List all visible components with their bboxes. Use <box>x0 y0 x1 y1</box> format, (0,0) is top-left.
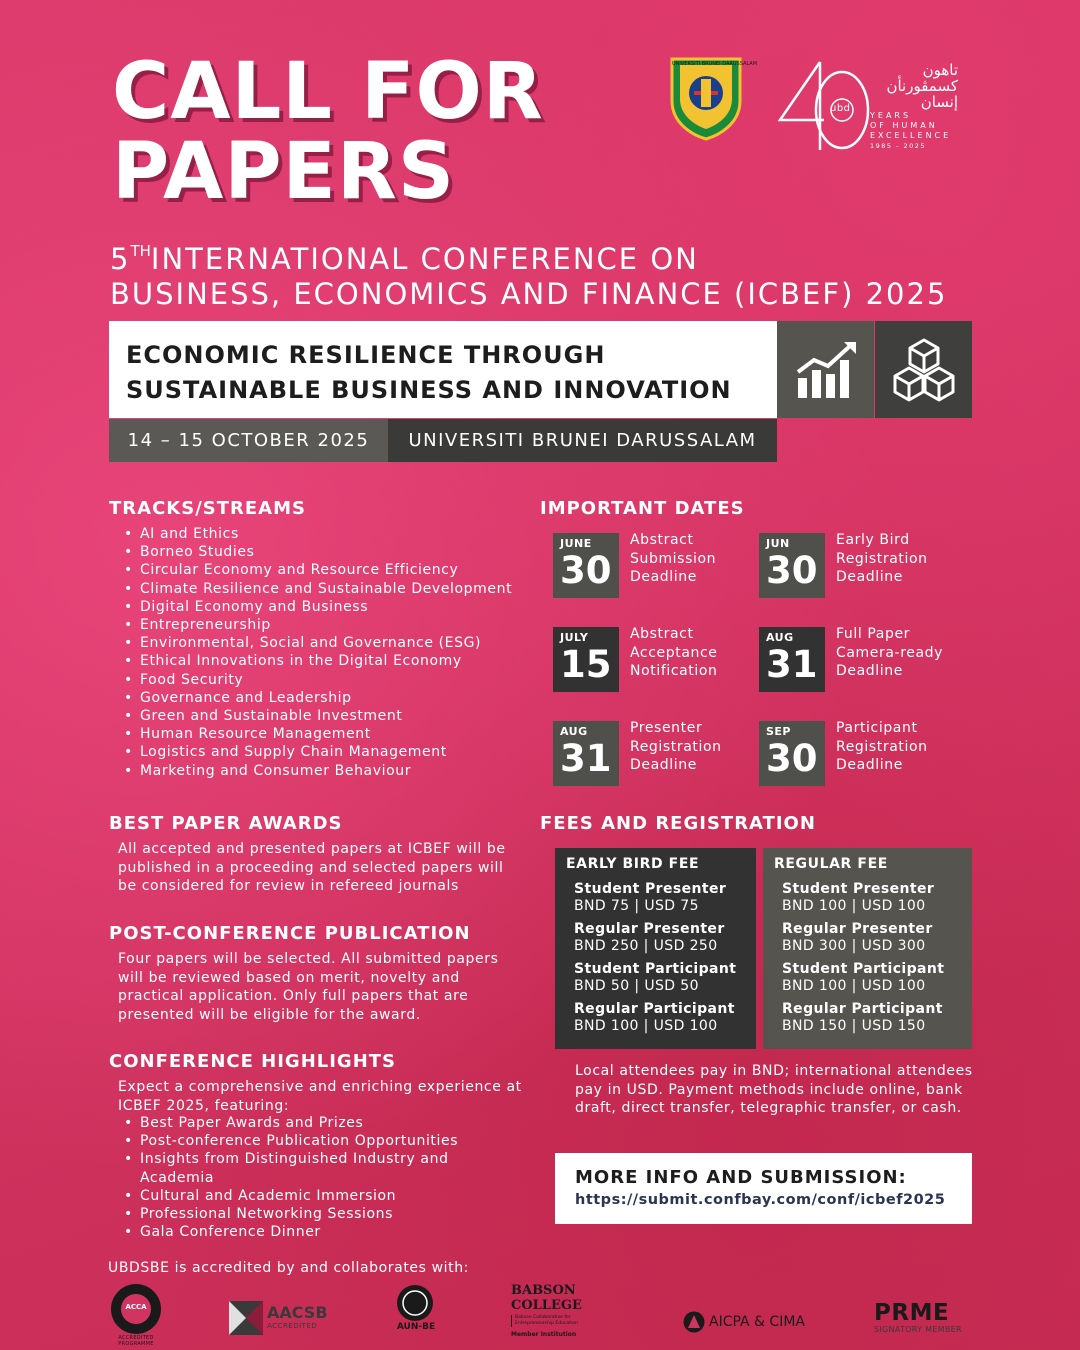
list-item: • Circular Economy and Resource Efficiency <box>117 561 517 579</box>
fee-card-title: EARLY BIRD FEE <box>566 856 700 872</box>
list-item: • Environmental, Social and Governance (ESG) <box>117 634 517 652</box>
ubd-crest-logo <box>668 55 758 141</box>
date-calendar: AUG 31 <box>759 627 825 692</box>
list-item: • Food Security <box>117 671 517 689</box>
date-item <box>759 720 928 786</box>
date-item <box>553 720 722 786</box>
growth-chart-icon <box>794 338 858 402</box>
date-calendar: JUN 30 <box>759 533 825 598</box>
submission-box <box>555 1153 972 1224</box>
aun-be-emblem-icon <box>395 1283 435 1323</box>
highlights-list <box>117 1114 527 1241</box>
years-text: YEARS OF HUMAN EXCELLENCE 1985 - 2025 <box>870 111 952 150</box>
growth-chart-tile <box>777 321 874 418</box>
cubes-icon <box>889 336 959 404</box>
date-calendar: JUNE 30 <box>553 533 619 598</box>
arabic-tagline: تاهون كسمڤورنأن إنسان <box>886 61 958 111</box>
list-item: • Human Resource Management <box>117 725 517 743</box>
page-title <box>112 47 544 217</box>
list-item: • AI and Ethics <box>117 525 517 543</box>
blocks-tile <box>875 321 972 418</box>
submission-heading: MORE INFO AND SUBMISSION: <box>575 1167 907 1188</box>
date-calendar: SEP 30 <box>759 721 825 786</box>
list-item: • Ethical Innovations in the Digital Economy <box>117 652 517 670</box>
conf-line-1: INTERNATIONAL CONFERENCE ON <box>150 242 699 276</box>
list-item: • Marketing and Consumer Behaviour <box>117 762 517 780</box>
fee-row: Student Presenter BND 100 | USD 100 <box>782 881 935 914</box>
title-line-2: PAPERS <box>112 127 456 217</box>
date-label: Abstract Submission Deadline <box>630 532 717 585</box>
list-item: • Logistics and Supply Chain Management <box>117 743 517 761</box>
highlights-intro: Expect a comprehensive and enriching experience at ICBEF 2025, featuring: <box>118 1079 522 1114</box>
acca-ring-text: ACCREDITED PROGRAMME <box>118 1335 154 1347</box>
date-label: Presenter Registration Deadline <box>630 720 722 773</box>
list-item: • Digital Economy and Business <box>117 598 517 616</box>
date-item <box>553 532 717 598</box>
regular-fee-card <box>763 848 972 1049</box>
list-item: • Borneo Studies <box>117 543 517 561</box>
list-item: • Cultural and Academic Immersion <box>117 1187 527 1205</box>
event-venue: UNIVERSITI BRUNEI DARUSSALAM <box>388 419 777 462</box>
early-bird-fee-card <box>555 848 756 1049</box>
fee-row: Student Participant BND 50 | USD 50 <box>574 961 737 994</box>
date-item <box>759 532 928 598</box>
fee-row: Student Presenter BND 75 | USD 75 <box>574 881 727 914</box>
list-item: • Professional Networking Sessions <box>117 1205 527 1223</box>
submission-link[interactable]: https://submit.confbay.com/conf/icbef2025 <box>575 1192 946 1208</box>
aun-be-logo: AUN-BE <box>395 1283 437 1335</box>
list-item: • Governance and Leadership <box>117 689 517 707</box>
forty-years-mark-icon <box>776 58 876 154</box>
date-calendar: JULY 15 <box>553 627 619 692</box>
publication-text: Four papers will be selected. All submitted papers will be reviewed based on merit, novelty and practical application. Only full papers that are presented will be eligible for the award. <box>118 951 499 1023</box>
payment-note: Local attendees pay in BND; international attendees pay in USD. Payment methods include online, bank draft, direct transfer, telegraphic transfer, or cash. <box>575 1063 973 1116</box>
highlights-heading: CONFERENCE HIGHLIGHTS <box>109 1051 397 1072</box>
list-item: • Climate Resilience and Sustainable Development <box>117 580 517 598</box>
list-item: • Insights from Distinguished Industry and Academia <box>117 1150 527 1186</box>
dates-heading: IMPORTANT DATES <box>540 498 745 519</box>
conference-name <box>110 234 947 312</box>
event-date: 14 – 15 OCTOBER 2025 <box>109 419 388 462</box>
fee-row: Regular Participant BND 150 | USD 150 <box>782 1001 943 1034</box>
date-label: Early Bird Registration Deadline <box>836 532 928 585</box>
fee-row: Student Participant BND 100 | USD 100 <box>782 961 945 994</box>
date-calendar: AUG 31 <box>553 721 619 786</box>
conf-ordinal-suffix: TH <box>130 242 151 260</box>
accreditation-text: UBDSBE is accredited by and collaborates with: <box>108 1260 469 1276</box>
title-line-1: CALL FOR <box>112 47 544 137</box>
theme-line-2: SUSTAINABLE BUSINESS AND INNOVATION <box>126 376 732 404</box>
list-item: • Best Paper Awards and Prizes <box>117 1114 527 1132</box>
awards-text: All accepted and presented papers at ICBEF will be published in a proceeding and selected papers will be considered for review in refereed journals <box>118 841 506 894</box>
list-item: • Post-conference Publication Opportunities <box>117 1132 527 1150</box>
anniversary-logo <box>776 58 961 158</box>
fee-card-title: REGULAR FEE <box>774 856 888 872</box>
aicpa-emblem-icon <box>683 1311 705 1333</box>
publication-heading: POST-CONFERENCE PUBLICATION <box>109 923 471 944</box>
fee-row: Regular Participant BND 100 | USD 100 <box>574 1001 735 1034</box>
conf-ordinal: 5 <box>110 242 131 276</box>
fee-row: Regular Presenter BND 250 | USD 250 <box>574 921 725 954</box>
date-label: Full Paper Camera-ready Deadline <box>836 626 944 679</box>
list-item: • Green and Sustainable Investment <box>117 707 517 725</box>
list-item: • Gala Conference Dinner <box>117 1223 527 1241</box>
prme-logo: PRME SIGNATORY MEMBER <box>874 1300 962 1334</box>
theme-banner <box>109 321 777 418</box>
crest-caption: UNIVERSITI BRUNEI DARUSSALAM <box>672 61 758 67</box>
acca-logo <box>110 1283 162 1347</box>
date-label: Participant Registration Deadline <box>836 720 928 773</box>
fee-row: Regular Presenter BND 300 | USD 300 <box>782 921 933 954</box>
aacsb-emblem-icon <box>229 1301 263 1335</box>
tracks-list <box>117 525 517 780</box>
awards-heading: BEST PAPER AWARDS <box>109 813 343 834</box>
crest-shield-icon <box>668 55 758 141</box>
fees-heading: FEES AND REGISTRATION <box>540 813 816 834</box>
list-item: • Entrepreneurship <box>117 616 517 634</box>
theme-line-1: ECONOMIC RESILIENCE THROUGH <box>126 341 606 369</box>
tracks-heading: TRACKS/STREAMS <box>109 498 306 519</box>
date-item <box>759 626 944 692</box>
date-item <box>553 626 718 692</box>
acca-mark: ACCA <box>125 1303 147 1311</box>
conf-line-2: BUSINESS, ECONOMICS AND FINANCE (ICBEF) 2025 <box>110 277 948 311</box>
babson-logo: BABSON COLLEGE Babson Collaborative for Entrepreneurship Education Member Institution <box>511 1283 621 1338</box>
date-label: Abstract Acceptance Notification <box>630 626 718 679</box>
ubd-mark: ubd <box>830 103 851 114</box>
